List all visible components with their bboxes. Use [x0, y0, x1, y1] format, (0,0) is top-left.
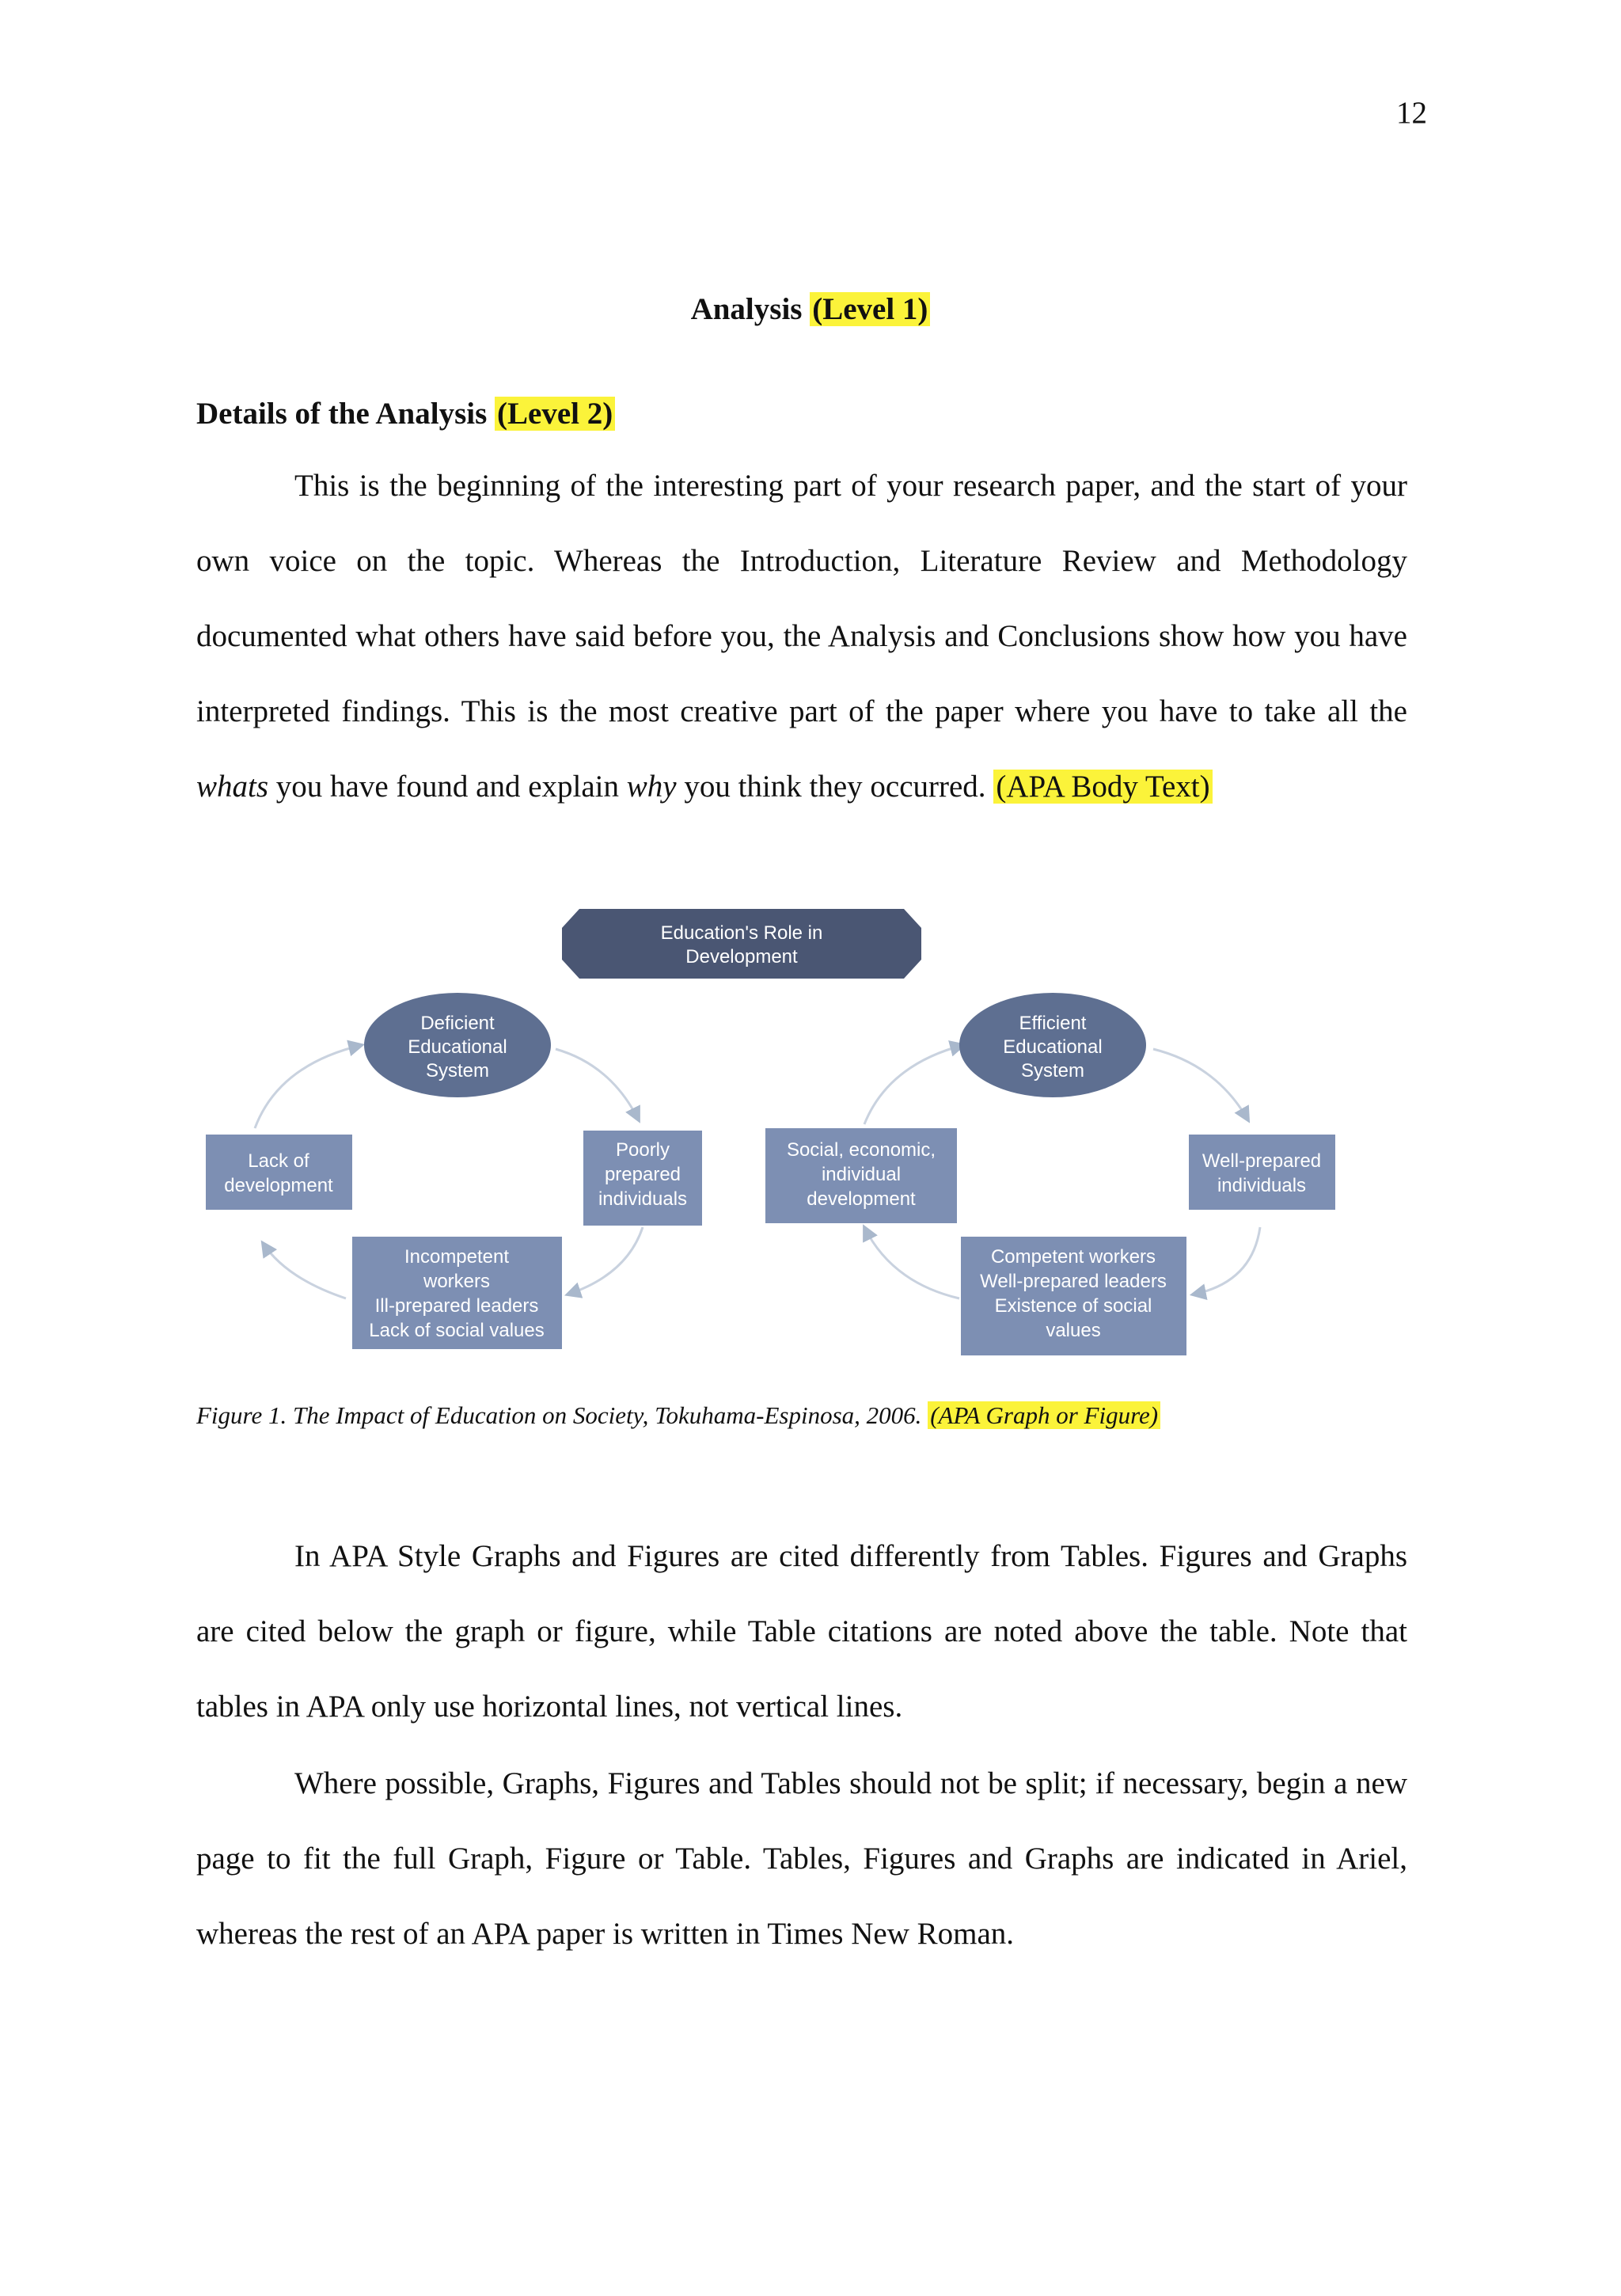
- p1-tag: (APA Body Text): [993, 770, 1212, 804]
- heading-level-1-text: Analysis: [690, 292, 803, 326]
- heading-level-1: [0, 291, 1621, 327]
- svg-text:Deficient: Deficient: [420, 1013, 495, 1034]
- svg-text:development: development: [807, 1188, 916, 1210]
- svg-text:prepared: prepared: [604, 1164, 681, 1185]
- deficient-system-oval: [364, 993, 551, 1097]
- p1-part2: you have found and explain: [268, 770, 627, 804]
- arrow-oval-to-wellprepared: [1153, 1049, 1248, 1120]
- arrow-incompetent-to-lack: [263, 1243, 346, 1298]
- svg-text:Educational: Educational: [408, 1036, 507, 1058]
- p2-text: In APA Style Graphs and Figures are cited differently from Tables. Figures and Graphs are cited below the graph or figure, while Table citations are noted above the table. Note that tables in APA only use horizontal lines, not vertical lines.: [196, 1539, 1407, 1724]
- p1-part1: This is the beginning of the interesting part of your research paper, and the start of your own voice on the topic. Whereas the Introduction, Literature Review and Methodology documented what others have said before you, the Analysis and Conclusions show how you have interpreted findings. This is the most creative part of the paper where you have to take all the: [196, 469, 1407, 728]
- p1-part3: you think they occurred.: [676, 770, 994, 804]
- svg-text:Lack of social values: Lack of social values: [369, 1320, 545, 1341]
- svg-text:individual: individual: [821, 1164, 902, 1185]
- svg-text:Existence of social: Existence of social: [994, 1295, 1152, 1317]
- svg-text:Ill-prepared leaders: Ill-prepared leaders: [374, 1295, 539, 1317]
- title-line-2: Development: [685, 946, 798, 967]
- arrow-poorly-to-incompetent: [568, 1227, 643, 1294]
- efficient-system-oval: [959, 993, 1146, 1097]
- well-prepared-individuals-box: [1189, 1135, 1335, 1210]
- arrow-competent-to-social: [864, 1227, 959, 1298]
- social-economic-development-box: [765, 1128, 957, 1223]
- incompetent-workers-box: [352, 1237, 562, 1349]
- svg-text:Poorly: Poorly: [615, 1139, 670, 1161]
- lack-of-development-box: [206, 1135, 352, 1210]
- svg-text:development: development: [224, 1175, 333, 1196]
- svg-text:System: System: [425, 1060, 490, 1081]
- svg-text:Competent workers: Competent workers: [990, 1246, 1156, 1268]
- title-box: [562, 909, 921, 979]
- svg-text:values: values: [1046, 1320, 1101, 1341]
- svg-text:System: System: [1020, 1060, 1085, 1081]
- body-paragraph-2: [196, 1519, 1407, 1744]
- heading-level-2: [196, 396, 615, 431]
- page-number: 12: [1396, 96, 1427, 130]
- svg-text:Efficient: Efficient: [1019, 1013, 1087, 1034]
- heading-level-2-text: Details of the Analysis: [196, 397, 488, 431]
- svg-text:Incompetent: Incompetent: [404, 1246, 510, 1268]
- competent-workers-box: [961, 1237, 1186, 1355]
- title-line-1: Education's Role in: [660, 922, 823, 944]
- svg-text:Educational: Educational: [1003, 1036, 1103, 1058]
- svg-text:Well-prepared leaders: Well-prepared leaders: [980, 1271, 1167, 1292]
- arrow-lack-to-oval: [255, 1045, 362, 1128]
- education-role-diagram: [199, 895, 1347, 1362]
- p1-em-why: why: [626, 770, 677, 804]
- svg-text:workers: workers: [423, 1271, 491, 1292]
- arrow-wellprepared-to-competent: [1193, 1227, 1260, 1294]
- figure-caption: [196, 1401, 1160, 1430]
- heading-level-1-tag: (Level 1): [810, 292, 930, 326]
- svg-text:Social, economic,: Social, economic,: [786, 1139, 936, 1161]
- svg-text:individuals: individuals: [1217, 1175, 1307, 1196]
- arrow-oval-to-poorly: [556, 1049, 639, 1120]
- arrow-social-to-oval: [864, 1045, 963, 1124]
- body-paragraph-3: [196, 1746, 1407, 1971]
- svg-text:Well-prepared: Well-prepared: [1202, 1150, 1322, 1172]
- figure-caption-text: Figure 1. The Impact of Education on Society, Tokuhama-Espinosa, 2006.: [196, 1401, 922, 1429]
- poorly-prepared-box: [583, 1131, 702, 1226]
- heading-level-2-tag: (Level 2): [495, 397, 615, 431]
- svg-text:individuals: individuals: [598, 1188, 688, 1210]
- p3-text: Where possible, Graphs, Figures and Tables should not be split; if necessary, begin a new page to fit the full Graph, Figure or Table. Tables, Figures and Graphs are indicated in Ariel, whereas the rest of an APA paper is written in Times New Roman.: [196, 1766, 1407, 1951]
- p1-em-whats: whats: [196, 770, 269, 804]
- body-paragraph-1: [196, 448, 1407, 824]
- figure-caption-tag: (APA Graph or Figure): [928, 1401, 1160, 1429]
- svg-text:Lack of: Lack of: [248, 1150, 309, 1172]
